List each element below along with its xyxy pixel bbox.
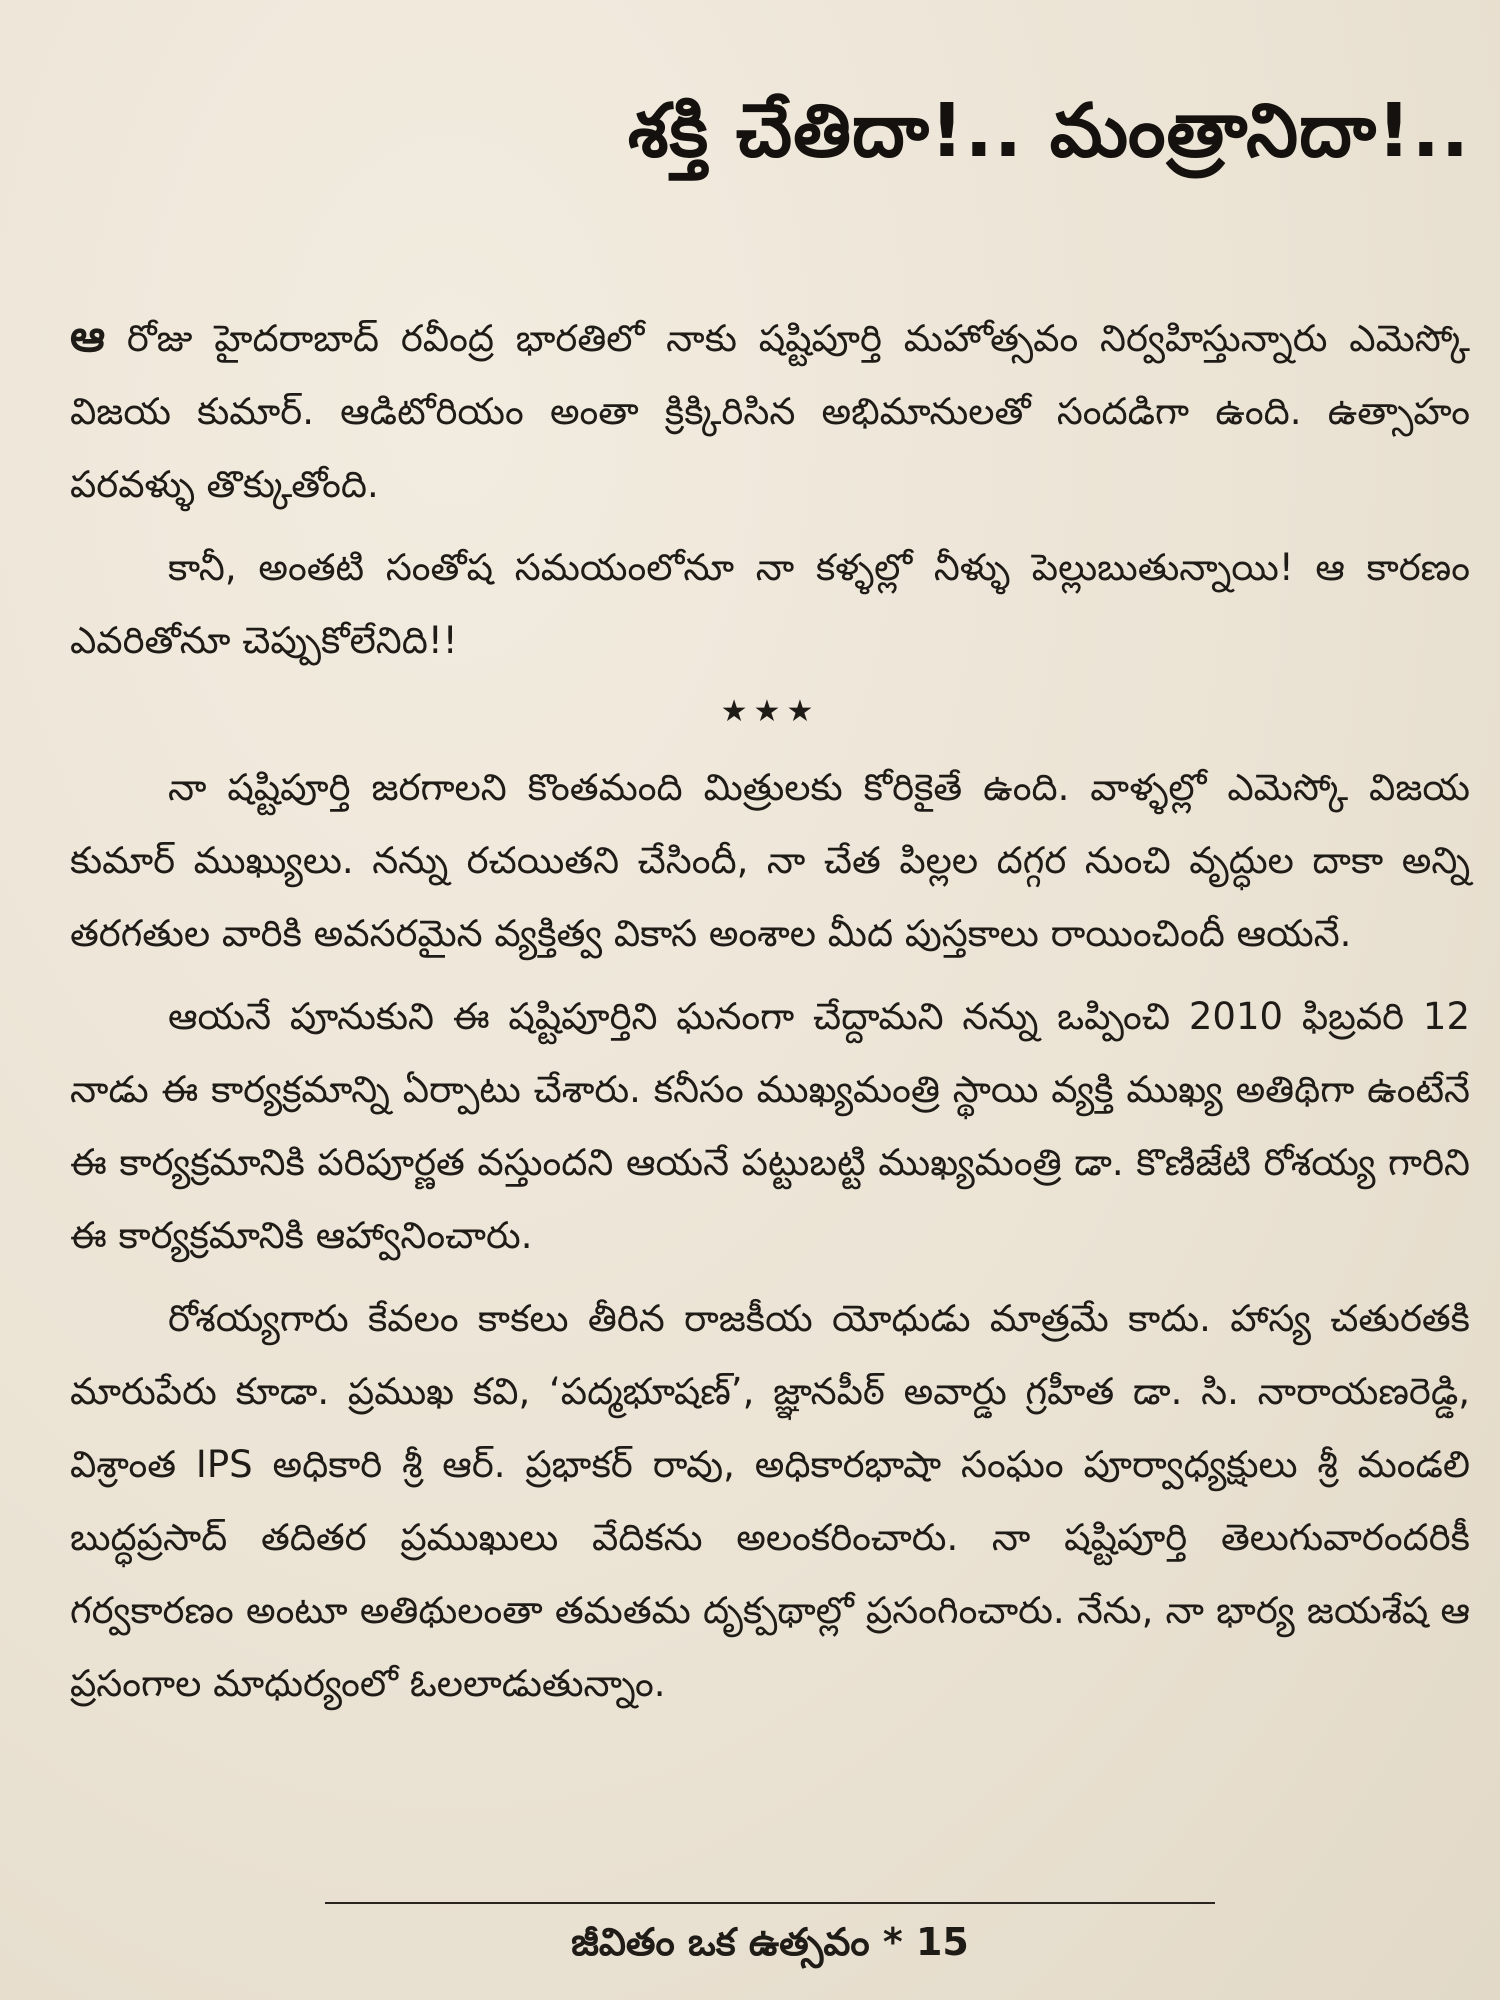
opening-paragraph [70, 300, 1470, 521]
paragraph: కానీ, అంతటి సంతోష సమయంలోనూ నా కళ్ళల్లో నీళ్ళు పెల్లుబుతున్నాయి! ఆ కారణం ఎవరితోనూ చెప్పుకోలేనిది!! [70, 546, 1470, 662]
paragraph: నా షష్టిపూర్తి జరగాలని కొంతమంది మిత్రులకు కోరికైతే ఉంది. వాళ్ళల్లో ఎమెస్కో విజయ కుమార్ ముఖ్యులు. నన్ను రచయితని చేసిందీ, నా చేత పిల్లల దగ్గర నుంచి వృద్ధుల దాకా అన్ని తరగతుల వారికి అవసరమైన వ్యక్తిత్వ వికాస అంశాల మీద పుస్తకాలు రాయించిందీ ఆయనే. [70, 766, 1470, 955]
opening-paragraph-text: రోజు హైదరాబాద్ రవీంద్ర భారతిలో నాకు షష్టిపూర్తి మహోత్సవం నిర్వహిస్తున్నారు ఎమెస్కో విజయ కుమార్. ఆడిటోరియం అంతా క్రిక్కిరిసిన అభిమానులతో సందడిగా ఉంది. ఉత్సాహం పరవళ్ళు తొక్కుతోంది. [70, 317, 1470, 506]
paragraph: ఆయనే పూనుకుని ఈ షష్టిపూర్తిని ఘనంగా చేద్దామని నన్ను ఒప్పించి 2010 ఫిబ్రవరి 12 నాడు ఈ కార్యక్రమాన్ని ఏర్పాటు చేశారు. కనీసం ముఖ్యమంత్రి స్థాయి వ్యక్తి ముఖ్య అతిథిగా ఉంటేనే ఈ కార్యక్రమానికి పరిపూర్ణత వస్తుందని ఆయనే పట్టుబట్టి ముఖ్యమంత్రి డా. కొణిజేటి రోశయ్య గారిని ఈ కార్యక్రమానికి ఆహ్వానించారు. [70, 995, 1470, 1257]
paragraph: రోశయ్యగారు కేవలం కాకలు తీరిన రాజకీయ యోధుడు మాత్రమే కాదు. హాస్య చతురతకి మారుపేరు కూడా. ప్రముఖ కవి, ‘పద్మభూషణ్’, జ్ఞానపీఠ్ అవార్డు గ్రహీత డా. సి. నారాయణరెడ్డి, విశ్రాంత IPS అధికారి శ్రీ ఆర్. ప్రభాకర్ రావు, అధికారభాషా సంఘం పూర్వాధ్యక్షులు శ్రీ మండలి బుద్ధప్రసాద్ తదితర ప్రముఖులు వేదికను అలంకరించారు. నా షష్టిపూర్తి తెలుగువారందరికీ గర్వకారణం అంటూ అతిథులంతా తమతమ దృక్పథాల్లో ప్రసంగించారు. నేను, నా భార్య జయశేష ఆ ప్రసంగాల మాధుర్యంలో ఓలలాడుతున్నాం. [70, 1297, 1470, 1705]
chapter-body [70, 300, 1470, 1730]
section-separator: ★★★ [720, 694, 820, 729]
chapter-title: శక్తి చేతిదా!.. మంత్రానిదా!.. [627, 88, 1470, 174]
footer-rule [325, 1902, 1215, 1904]
page-footer: జీవితం ఒక ఉత్సవం * 15 [571, 1920, 969, 1964]
dropcap-letter: ఆ [70, 311, 106, 362]
